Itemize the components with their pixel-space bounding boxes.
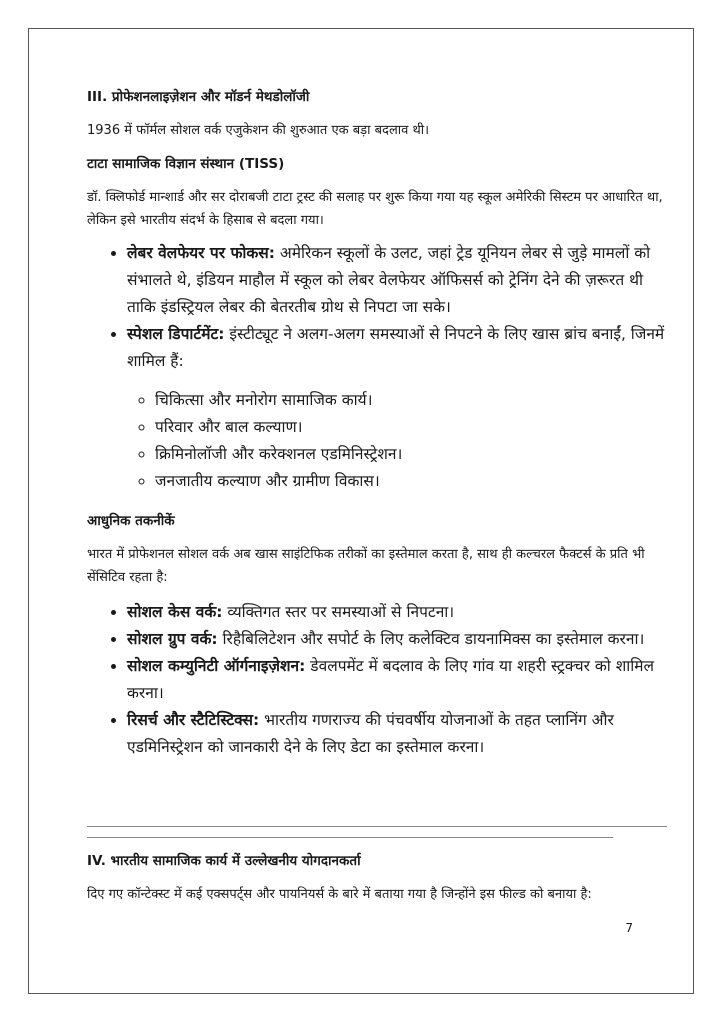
page-number: 7 [625,921,633,935]
modern-techniques-list [87,599,667,761]
divider-line [87,826,667,827]
page-content [87,87,667,761]
bullet-text: व्यक्तिगत स्तर पर समस्याओं से निपटना। [222,603,455,621]
bullet-text: अमेरिकन स्कूलों के उलट, जहां ट्रेड यूनियन लेबर से जुड़े मामलों को संभालते थे, इंडियन माहौल में स्कूल को लेबर वेलफेयर ऑफिसर्स को ट्रेनिंग देने की ज़रूरत थी ताकि इंडस्ट्रियल लेबर की बेतरतीब ग्रोथ से निपटा जा सके। [127,244,651,316]
bullet-text: इंस्टीट्यूट ने अलग-अलग समस्याओं से निपटने के लिए खास ब्रांच बनाईं, जिनमें शामिल हैं: [127,325,665,370]
section-heading-contributors: IV. भारतीय सामाजिक कार्य में उल्लेखनीय योगदानकर्ता [87,853,361,869]
list-item [127,707,667,761]
list-item [127,599,667,626]
departments-list [87,387,667,495]
list-item: ◦ परिवार और बाल कल्याण। [155,414,667,441]
bullet-term: रिसर्च और स्टैटिस्टिक्स: [127,711,260,729]
modern-techniques-heading: आधुनिक तकनीकें [87,513,175,529]
section-intro: 1936 में फॉर्मल सोशल वर्क एजुकेशन की शुरुआत एक बड़ा बदलाव थी। [87,123,430,138]
list-item: ◦ चिकित्सा और मनोरोग सामाजिक कार्य। [155,387,667,414]
bullet-text: डेवलपमेंट में बदलाव के लिए गांव या शहरी स्ट्रक्चर को शामिल करना। [127,657,655,702]
list-item [127,626,667,653]
bullet-text: भारतीय गणराज्य की पंचवर्षीय योजनाओं के तहत प्लानिंग और एडमिनिस्ट्रेशन को जानकारी देने के लिए डेटा का इस्तेमाल करना। [127,711,614,756]
list-item: ◦ क्रिमिनोलॉजी और करेक्शनल एडमिनिस्ट्रेशन। [155,441,667,468]
bullet-term: लेबर वेलफेयर पर फोकस: [127,244,275,262]
bullet-text: रिहैबिलिटेशन और सपोर्ट के लिए कलेक्टिव डायनामिक्स का इस्तेमाल करना। [217,630,645,648]
bullet-term: सोशल कम्युनिटी ऑर्गनाइज़ेशन: [127,657,306,675]
list-item: ◦ जनजातीय कल्याण और ग्रामीण विकास। [155,468,667,495]
modern-techniques-paragraph: भारत में प्रोफेशनल सोशल वर्क अब खास साइंटिफिक तरीकों का इस्तेमाल करता है, साथ ही कल्चरल फैक्टर्स के प्रति भी सेंसिटिव रहता है: [87,547,645,585]
bullet-term: सोशल केस वर्क: [127,603,223,621]
tiss-paragraph: डॉ. क्लिफोर्ड मान्शार्ड और सर दोराबजी टाटा ट्रस्ट की सलाह पर शुरू किया गया यह स्कूल अमेरिकी सिस्टम पर आधारित था, लेकिन इसे भारतीय संदर्भ के हिसाब से बदला गया। [87,190,663,228]
divider-line [87,837,613,838]
page-border [28,28,694,994]
bullet-term: स्पेशल डिपार्टमेंट: [127,325,225,343]
list-item [127,240,667,321]
tiss-bullet-list [87,240,667,375]
section-four [87,851,667,906]
tiss-heading: टाटा सामाजिक विज्ञान संस्थान (TISS) [87,156,285,172]
list-item [127,321,667,375]
list-item [127,653,667,707]
section-heading-professionalization: III. प्रोफेशनलाइज़ेशन और मॉडर्न मेथडोलॉजी [87,89,310,105]
bullet-term: सोशल ग्रुप वर्क: [127,630,218,648]
section-four-paragraph: दिए गए कॉन्टेक्स्ट में कई एक्सपर्ट्स और पायनियर्स के बारे में बताया गया है जिन्होंने इस फील्ड को बनाया है: [87,887,592,902]
